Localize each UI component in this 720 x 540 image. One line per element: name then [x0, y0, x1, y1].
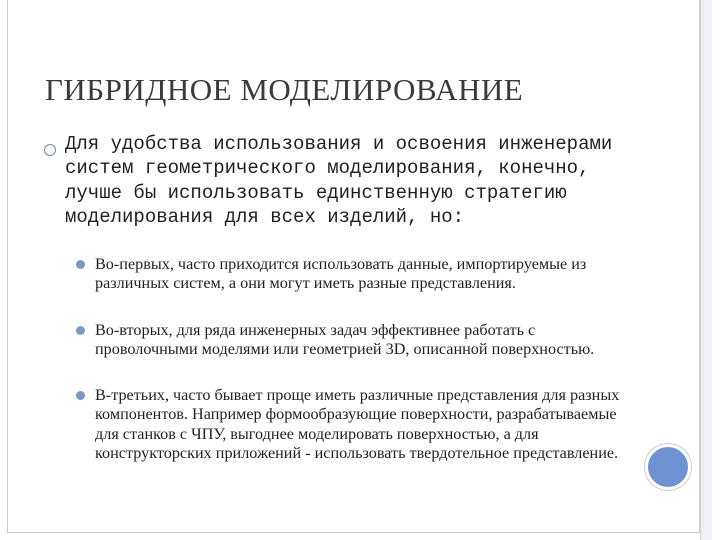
slide-edge-strip — [700, 0, 712, 540]
sub-bullet-text: В-третьих, часто бывает проще иметь различные представления для разных компонентов. Например формообразующие поверхности, разрабатываемые для станков с ЧПУ, выгоднее моделировать поверхностью, а для конструкторских приложений - использовать твердотельное представление. — [95, 386, 620, 462]
sub-bullet-text: Во-первых, часто приходится использовать данные, импортируемые из различных систем, а они могут иметь разные представления. — [95, 255, 587, 293]
slide-title: ГИБРИДНОЕ МОДЕЛИРОВАНИЕ — [45, 72, 524, 107]
bullet-dot-icon — [76, 391, 85, 400]
bullet-dot-icon — [76, 260, 85, 269]
hollow-bullet-icon — [44, 144, 56, 156]
sub-bullet-item — [95, 255, 635, 294]
sub-bullet-item — [95, 321, 635, 360]
bullet-dot-icon — [76, 326, 85, 335]
sub-bullet-item — [95, 386, 635, 463]
decorative-circle — [645, 444, 691, 490]
main-bullet-text: Для удобства использования и освоения инженерами систем геометрического моделирования, конечно, лучше бы использовать единственную стратегию моделирования для всех изделий, но: — [65, 133, 613, 228]
sub-bullet-text: Во-вторых, для ряда инженерных задач эффективнее работать с проволочными моделями или геометрией 3D, описанной поверхностью. — [95, 321, 595, 359]
